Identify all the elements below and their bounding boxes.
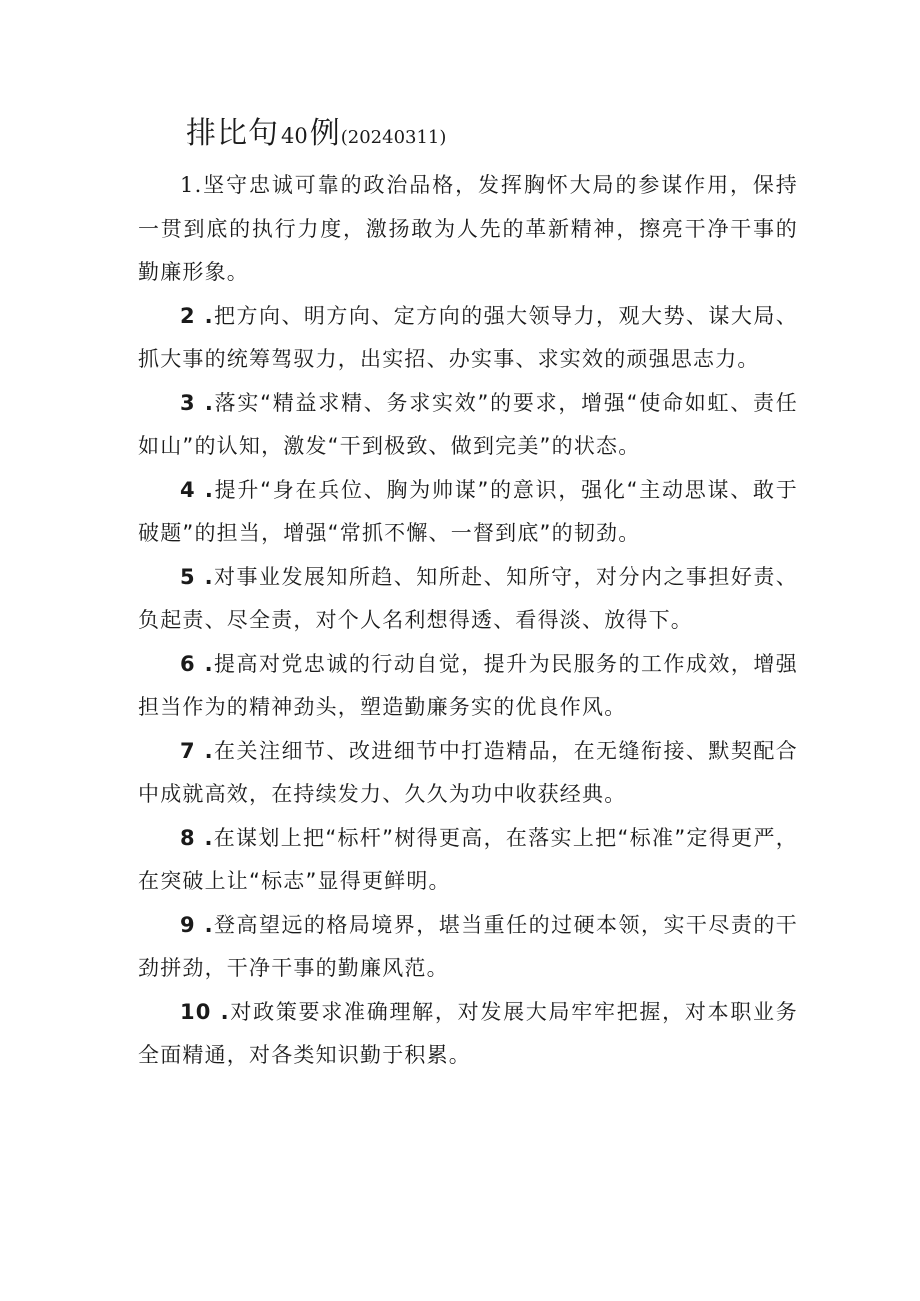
list-item [138, 904, 798, 991]
item-text: 坚守忠诚可靠的政治品格，发挥胸怀大局的参谋作用，保持一贯到底的执行力度，激扬敢为人先的革新精神，擦亮干净干事的勤廉形象。 [138, 173, 798, 284]
list-item [138, 817, 798, 904]
item-text: 登高望远的格局境界，堪当重任的过硬本领，实干尽责的干劲拼劲，干净干事的勤廉风范。 [138, 912, 798, 980]
item-text: 落实“精益求精、务求实效”的要求，增强“使命如虹、责任如山”的认知，激发“干到极致、做到完美”的状态。 [138, 390, 798, 458]
item-number: 6 [180, 651, 196, 676]
list-item [138, 991, 798, 1078]
list-item [138, 643, 798, 730]
item-number: 4 [180, 477, 196, 502]
item-separator: . [195, 390, 215, 415]
title-count: 40 [281, 124, 308, 148]
item-separator: . [195, 303, 214, 328]
item-separator: . [195, 912, 214, 937]
item-text: 提升“身在兵位、胸为帅谋”的意识，强化“主动思谋、敢于破题”的担当，增强“常抓不懈、一督到底”的韧劲。 [138, 477, 798, 545]
item-text: 在谋划上把“标杆”树得更高，在落实上把“标准”定得更严，在突破上让“标志”显得更鲜明。 [138, 825, 798, 893]
list-item [138, 469, 798, 556]
item-number: 5 [180, 564, 196, 589]
item-text: 把方向、明方向、定方向的强大领导力，观大势、谋大局、抓大事的统筹驾驭力，出实招、办实事、求实效的顽强思志力。 [138, 303, 798, 371]
list-item [138, 730, 798, 817]
title-suffix: 例 [309, 116, 341, 151]
document-title [186, 112, 446, 160]
document-body [138, 164, 798, 1078]
item-text: 对政策要求准确理解，对发展大局牢牢把握，对本职业务全面精通，对各类知识勤于积累。 [138, 999, 798, 1067]
item-number: 7 [180, 738, 196, 763]
item-separator: . [195, 825, 214, 850]
list-item [138, 556, 798, 643]
item-number: 2 [180, 303, 196, 328]
item-text: 提高对党忠诚的行动自觉，提升为民服务的工作成效，增强担当作为的精神劲头，塑造勤廉务实的优良作风。 [138, 651, 798, 719]
item-number: 9 [180, 912, 196, 937]
item-number: 1 [180, 173, 195, 197]
list-item [138, 382, 798, 469]
item-separator: . [195, 738, 214, 763]
item-separator: . [194, 173, 203, 197]
item-separator: . [195, 564, 214, 589]
list-item [138, 164, 798, 295]
item-separator: . [195, 477, 215, 502]
title-main: 排比句 [186, 116, 279, 151]
item-number: 8 [180, 825, 196, 850]
title-date: (20240311) [340, 127, 447, 148]
item-text: 在关注细节、改进细节中打造精品，在无缝衔接、默契配合中成就高效，在持续发力、久久为功中收获经典。 [138, 738, 798, 806]
item-separator: . [195, 651, 214, 676]
item-text: 对事业发展知所趋、知所赴、知所守，对分内之事担好责、负起责、尽全责，对个人名利想得透、看得淡、放得下。 [138, 564, 798, 632]
item-separator: . [211, 999, 230, 1024]
list-item [138, 295, 798, 382]
item-number: 10 [180, 999, 212, 1024]
item-number: 3 [180, 390, 196, 415]
